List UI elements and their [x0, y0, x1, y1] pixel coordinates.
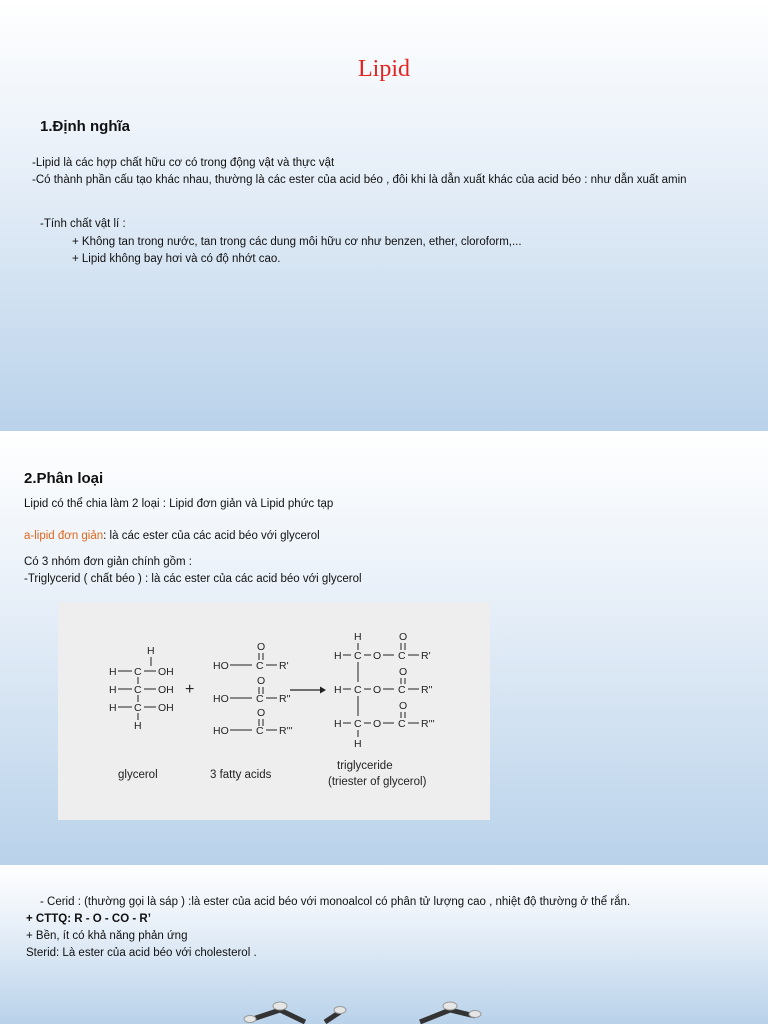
plus-sign: + — [185, 681, 195, 698]
cerid-stability: + Bền, ít có khả năng phản ứng — [26, 930, 188, 942]
definition-line-2: -Có thành phần cấu tạo khác nhau, thường là các ester của acid béo , đôi khi là dẫn xuất khác của acid béo : như dẫn xuất amin — [32, 174, 687, 186]
slide-cerid-sterid — [0, 866, 768, 1024]
reaction-diagram — [58, 602, 490, 820]
svg-text:HO: HO — [213, 725, 229, 737]
svg-text:H: H — [334, 684, 342, 696]
svg-text:C: C — [134, 702, 142, 714]
svg-text:C: C — [256, 693, 264, 705]
physical-property-2: + Lipid không bay hơi và có độ nhớt cao. — [72, 253, 281, 265]
svg-text:R''': R''' — [279, 725, 293, 737]
svg-text:C: C — [398, 718, 406, 730]
molecule-model-image — [230, 992, 490, 1024]
svg-text:O: O — [257, 675, 266, 687]
svg-text:O: O — [373, 684, 382, 696]
svg-text:O: O — [373, 650, 382, 662]
svg-text:H: H — [134, 720, 142, 732]
svg-text:H: H — [334, 718, 342, 730]
slide-classification — [0, 432, 768, 866]
physical-properties-heading: -Tính chất vật lí : — [40, 218, 126, 230]
svg-text:R': R' — [421, 650, 431, 662]
simple-lipid-line — [24, 528, 320, 545]
simple-lipid-label: a-lipid đơn giản — [24, 530, 104, 542]
svg-text:C: C — [398, 650, 406, 662]
svg-text:R': R' — [279, 660, 289, 672]
svg-text:H: H — [354, 631, 362, 643]
svg-text:H: H — [334, 650, 342, 662]
svg-text:C: C — [354, 684, 362, 696]
svg-text:O: O — [399, 666, 408, 678]
sterid-definition: Sterid: Là ester của acid béo với cholesterol . — [26, 947, 257, 959]
svg-text:C: C — [256, 660, 264, 672]
svg-text:O: O — [257, 707, 266, 719]
svg-text:OH: OH — [158, 684, 174, 696]
svg-text:HO: HO — [213, 693, 229, 705]
svg-text:O: O — [257, 641, 266, 653]
triglyceride-label: triglyceride — [337, 760, 393, 772]
svg-text:R": R" — [421, 684, 433, 696]
triglyceride-reaction-figure — [58, 602, 490, 820]
svg-text:H: H — [109, 666, 117, 678]
svg-text:C: C — [134, 666, 142, 678]
fatty-acids-label: 3 fatty acids — [210, 769, 272, 781]
fatty-acids-structure — [213, 641, 293, 737]
svg-text:C: C — [354, 718, 362, 730]
slide-title: Lipid — [358, 56, 410, 82]
triglyceride-structure — [334, 631, 435, 750]
svg-text:OH: OH — [158, 702, 174, 714]
section-heading-classification: 2.Phân loại — [24, 470, 104, 487]
svg-text:H: H — [109, 702, 117, 714]
svg-text:H: H — [147, 645, 155, 657]
svg-text:O: O — [373, 718, 382, 730]
svg-text:R''': R''' — [421, 718, 435, 730]
glycerol-label: glycerol — [118, 769, 158, 781]
section-heading-definition: 1.Định nghĩa — [40, 118, 130, 135]
classification-line-4: -Triglycerid ( chất béo ) : là các ester của các acid béo với glycerol — [24, 573, 362, 585]
classification-line-1: Lipid có thể chia làm 2 loại : Lipid đơn giản và Lipid phức tạp — [24, 498, 334, 510]
svg-text:O: O — [399, 631, 408, 643]
svg-text:O: O — [399, 700, 408, 712]
slide-definition — [0, 0, 768, 432]
cerid-definition: - Cerid : (thường gọi là sáp ) :là ester của acid béo với monoalcol có phân tử lượng cao , nhiệt độ thường ở thể rắn. — [40, 896, 631, 908]
svg-text:C: C — [398, 684, 406, 696]
svg-text:HO: HO — [213, 660, 229, 672]
glycerol-structure — [109, 645, 174, 732]
definition-line-1: -Lipid là các hợp chất hữu cơ có trong động vật và thực vật — [32, 157, 335, 169]
svg-text:OH: OH — [158, 666, 174, 678]
svg-text:H: H — [109, 684, 117, 696]
classification-line-3: Có 3 nhóm đơn giản chính gồm : — [24, 556, 193, 568]
svg-text:C: C — [256, 725, 264, 737]
svg-text:C: C — [354, 650, 362, 662]
reaction-arrow — [290, 687, 326, 694]
physical-property-1: + Không tan trong nước, tan trong các dung môi hữu cơ như benzen, ether, cloroform,... — [72, 236, 522, 248]
svg-text:C: C — [134, 684, 142, 696]
triester-label: (triester of glycerol) — [328, 776, 427, 788]
svg-text:R": R" — [279, 693, 291, 705]
simple-lipid-text: : là các ester của các acid béo với glycerol — [103, 530, 320, 542]
cerid-formula: + CTTQ: R - O - CO - R’ — [26, 913, 151, 925]
svg-text:H: H — [354, 738, 362, 750]
